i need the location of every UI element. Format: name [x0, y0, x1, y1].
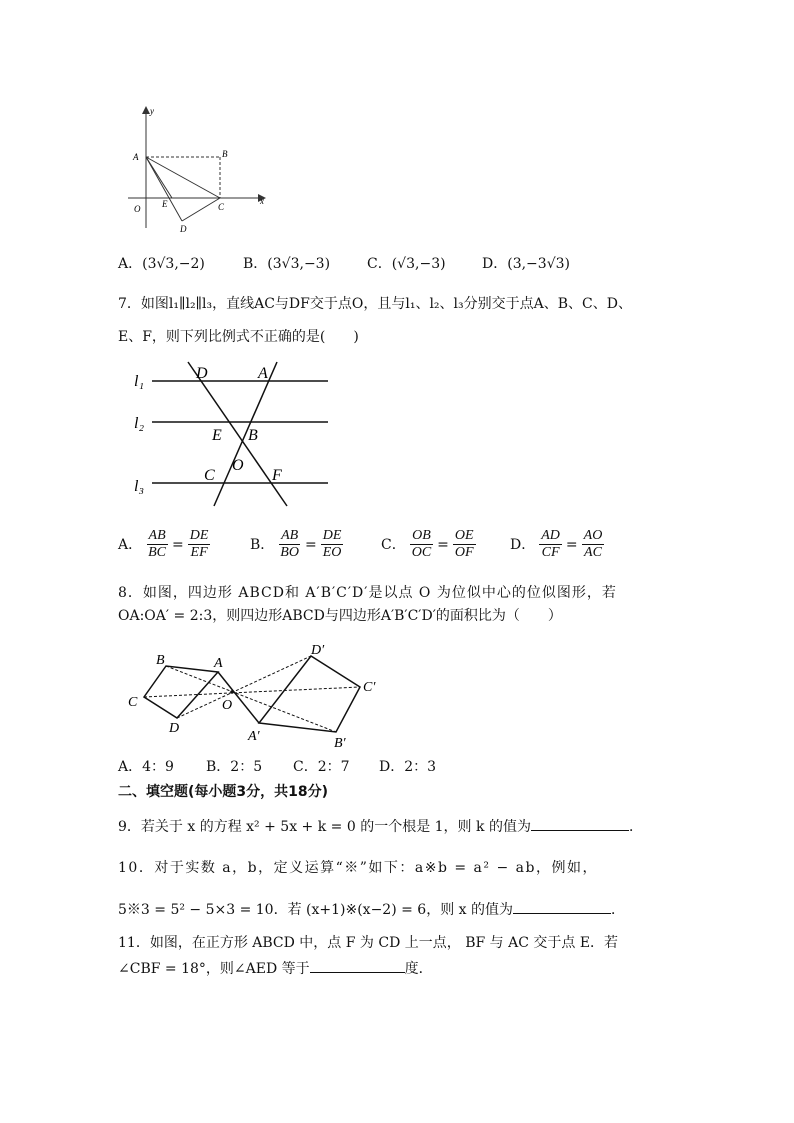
label-d: D	[169, 721, 180, 736]
label-c-prime: C′	[363, 680, 376, 695]
label-l3: l₃	[134, 478, 145, 495]
fraction	[453, 528, 476, 561]
q8-option-d	[379, 757, 436, 777]
q7-stem-line1: 7．如图l₁∥l₂∥l₃，直线AC与DF交于点O，且与l₁、l₂、l₃分别交于点A、B、C、D、	[118, 296, 632, 312]
label-c: C	[128, 695, 138, 710]
point-a-label: A	[133, 152, 139, 162]
segment-dc	[182, 198, 220, 221]
label-l2: l₂	[134, 415, 145, 432]
q7-stem-line2: E、F，则下列比例式不正确的是( )	[118, 329, 359, 345]
q11-stem-line2	[118, 958, 433, 979]
q11-text: ∠CBF = 18°，则∠AED 等于	[118, 961, 310, 977]
option-letter: D．	[379, 759, 405, 775]
q8-option-b	[206, 757, 262, 777]
option-letter: B．	[243, 256, 268, 272]
q9-text-end: ．	[628, 819, 643, 835]
q10-text-end: ．	[611, 902, 626, 918]
q8-option-c	[293, 757, 350, 777]
fraction	[321, 528, 344, 561]
numerator: AB	[281, 528, 299, 543]
y-axis-label: y	[150, 106, 154, 116]
q8-homothety-figure	[120, 640, 390, 755]
section-header: 二、填空题(每小题3分，共18分)	[118, 784, 329, 800]
option-value: (√3,−3)	[391, 256, 446, 272]
label-e: E	[212, 427, 222, 444]
option-letter: C．	[367, 256, 392, 272]
q8-option-a	[118, 757, 174, 777]
label-d: D	[196, 365, 208, 382]
option-letter: A．	[118, 256, 143, 272]
option-letter: A．	[118, 759, 143, 775]
q7-option-d: D． $\frac{AD}{CF}$ = $\frac{AO}{AC}$	[510, 528, 603, 560]
dashed-bb2	[166, 666, 336, 732]
option-letter: B．	[206, 759, 231, 775]
line-df	[188, 362, 287, 506]
option-letter: D．	[510, 536, 536, 553]
x-axis-label: x	[260, 196, 264, 206]
option-letter: C．	[381, 536, 406, 553]
fraction	[539, 528, 562, 561]
numerator: AO	[583, 528, 603, 543]
q7-option-c: C． $\frac{OB}{OC}$ = $\frac{OE}{OF}$	[381, 528, 474, 560]
option-value: 2：5	[230, 759, 263, 775]
numerator: AD	[541, 528, 560, 543]
label-a-prime: A′	[248, 729, 260, 744]
label-o: O	[222, 698, 233, 713]
q10-text: 5※3 = 5² − 5×3 = 10．若 (x+1)※(x−2) = 6，则 x 的值为	[118, 902, 514, 918]
fraction	[278, 528, 301, 561]
point-o-label: O	[134, 204, 141, 214]
option-value: 2：7	[317, 759, 350, 775]
label-a: A	[214, 656, 223, 671]
numerator: DE	[189, 528, 209, 543]
q6-option-d	[482, 254, 570, 274]
q11-stem-line1: 11．如图，在正方形 ABCD 中，点 F 为 CD 上一点， BF 与 AC 交于点 E．若	[118, 935, 619, 951]
point-d-label: D	[180, 224, 187, 234]
q7-option-a: A． $\frac{AB}{BC}$ = $\frac{DE}{EF}$	[118, 528, 209, 560]
q11-text-end: 度．	[404, 961, 433, 977]
q8-stem-line2: OA:OA′ = 2:3，则四边形ABCD与四边形A′B′C′D′的面积比为（ ）	[118, 608, 562, 624]
option-letter: C．	[293, 759, 318, 775]
fraction	[410, 528, 433, 561]
denominator: OF	[454, 545, 474, 560]
q8-stem-line1: 8．如图，四边形 ABCD和 A′B′C′D′是以点 O 为位似中心的位似图形，若	[118, 585, 617, 601]
denominator: EO	[322, 545, 342, 560]
dashed-cc2	[144, 687, 360, 697]
q10-stem-line2	[118, 899, 625, 920]
numerator: AB	[148, 528, 166, 543]
q10-answer-blank[interactable]	[513, 899, 611, 914]
q7-parallel-lines-figure	[130, 360, 340, 510]
q10-stem-line1: 10．对于实数 a，b，定义运算“※”如下：a※b = a² − ab，例如，	[118, 860, 598, 876]
label-o: O	[232, 457, 244, 474]
q9-stem	[118, 816, 643, 837]
denominator: BO	[280, 545, 299, 560]
label-c: C	[204, 467, 215, 484]
q6-option-b	[243, 254, 330, 274]
dashed-dd2	[177, 656, 311, 718]
option-letter: D．	[482, 256, 508, 272]
fraction	[146, 528, 168, 561]
numerator: DE	[322, 528, 342, 543]
option-value: (3√3,−2)	[142, 256, 205, 272]
label-d-prime: D′	[311, 643, 325, 658]
option-letter: A．	[118, 536, 143, 553]
point-b-label: B	[222, 149, 228, 159]
denominator: CF	[541, 545, 560, 560]
q6-option-c	[367, 254, 446, 274]
label-b: B	[248, 427, 258, 444]
q9-answer-blank[interactable]	[531, 816, 629, 831]
point-e-label: E	[162, 199, 168, 209]
option-letter: B．	[250, 536, 275, 553]
label-f: F	[272, 467, 282, 484]
denominator: OC	[411, 545, 432, 560]
label-b: B	[156, 653, 165, 668]
option-value: (3√3,−3)	[267, 256, 331, 272]
line-ac	[214, 362, 277, 506]
denominator: AC	[584, 545, 602, 560]
label-a: A	[258, 365, 268, 382]
fraction	[188, 528, 211, 561]
q7-option-b: B． $\frac{AB}{BO}$ = $\frac{DE}{EO}$	[250, 528, 342, 560]
point-c-label: C	[218, 202, 225, 212]
quad-abcd	[144, 666, 218, 718]
label-b-prime: B′	[334, 736, 346, 751]
q9-text: 9．若关于 x 的方程 x² + 5x + k = 0 的一个根是 1，则 k 的值为	[118, 819, 531, 835]
quad-a2b2c2d2	[259, 656, 360, 732]
numerator: OE	[454, 528, 474, 543]
option-value: 2：3	[404, 759, 437, 775]
denominator: EF	[190, 545, 208, 560]
q11-answer-blank[interactable]	[310, 958, 405, 973]
numerator: OB	[412, 528, 431, 543]
denominator: BC	[148, 545, 167, 560]
q6-option-a	[118, 254, 205, 274]
center-o-dot	[230, 690, 234, 694]
option-value: (3,−3√3)	[507, 256, 570, 272]
option-value: 4：9	[142, 759, 174, 775]
label-l1: l₁	[134, 373, 145, 390]
q6-coordinate-figure	[120, 100, 280, 240]
fraction	[582, 528, 605, 561]
